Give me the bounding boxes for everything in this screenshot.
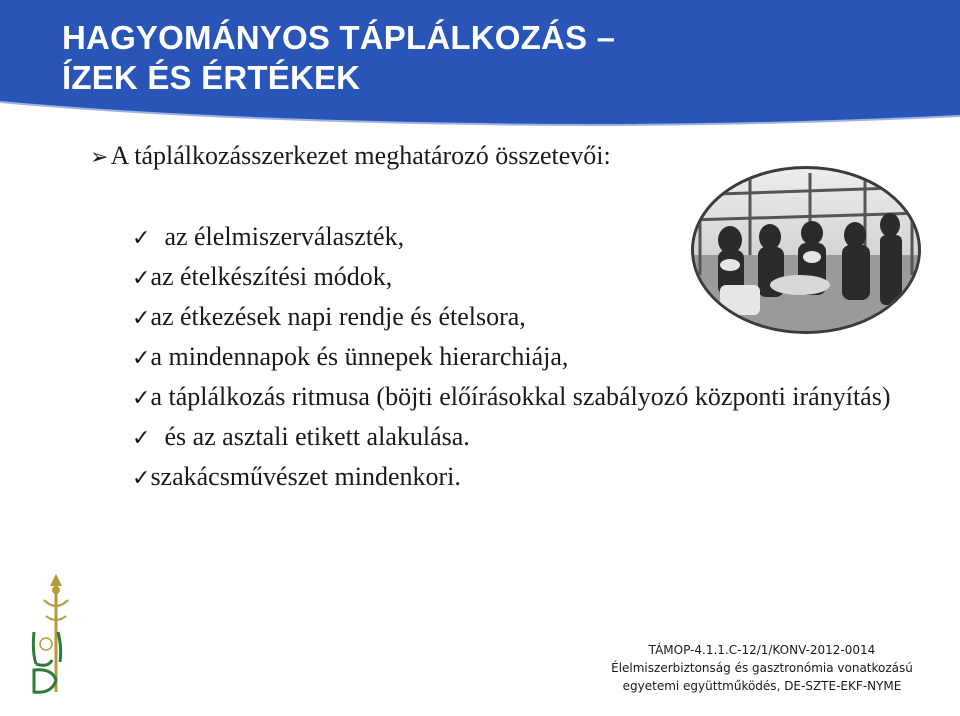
footer-line-2: Élelmiszerbiztonság és gasztronómia vonatkozású xyxy=(611,661,913,675)
title-line-1: HAGYOMÁNYOS TÁPLÁLKOZÁS – xyxy=(62,19,616,56)
check-icon: ✓ xyxy=(132,346,151,371)
list-item-text: a mindennapok és ünnepek hierarchiája, xyxy=(150,342,569,371)
title-line-2: ÍZEK ÉS ÉRTÉKEK xyxy=(62,59,361,96)
list-item-text: szakácsművészet mindenkori. xyxy=(150,462,461,491)
footer-credits xyxy=(602,641,922,695)
check-icon: ✓ xyxy=(132,466,151,491)
list-item xyxy=(132,378,912,418)
list-item xyxy=(132,418,912,458)
arrow-bullet-icon: ➢ xyxy=(90,145,109,170)
intro-bullet xyxy=(90,141,611,171)
check-icon: ✓ xyxy=(132,266,151,291)
list-item-text: a táplálkozás ritmusa (böjti előírásokkal szabályozó központi irányítás) xyxy=(150,382,891,411)
list-item-text: az ételkészítési módok, xyxy=(150,262,393,291)
slide-title xyxy=(62,18,615,98)
check-icon: ✓ xyxy=(132,226,151,251)
list-item-text: az élelmiszerválaszték, xyxy=(164,222,405,251)
header-banner xyxy=(0,0,960,128)
university-crest-logo xyxy=(22,572,82,700)
list-item xyxy=(132,338,912,378)
check-icon: ✓ xyxy=(132,426,151,451)
footer-line-3: egyetemi együttműködés, DE-SZTE-EKF-NYME xyxy=(622,679,902,693)
list-item-text: az étkezések napi rendje és ételsora, xyxy=(150,302,526,331)
intro-text: A táplálkozásszerkezet meghatározó összetevői: xyxy=(110,141,611,170)
footer-project-code: TÁMOP-4.1.1.C-12/1/KONV-2012-0014 xyxy=(648,643,876,657)
check-icon: ✓ xyxy=(132,386,151,411)
vintage-photo xyxy=(690,165,922,335)
list-item-text: és az asztali etikett alakulása. xyxy=(164,422,470,451)
list-item xyxy=(132,458,912,498)
check-icon: ✓ xyxy=(132,306,151,331)
